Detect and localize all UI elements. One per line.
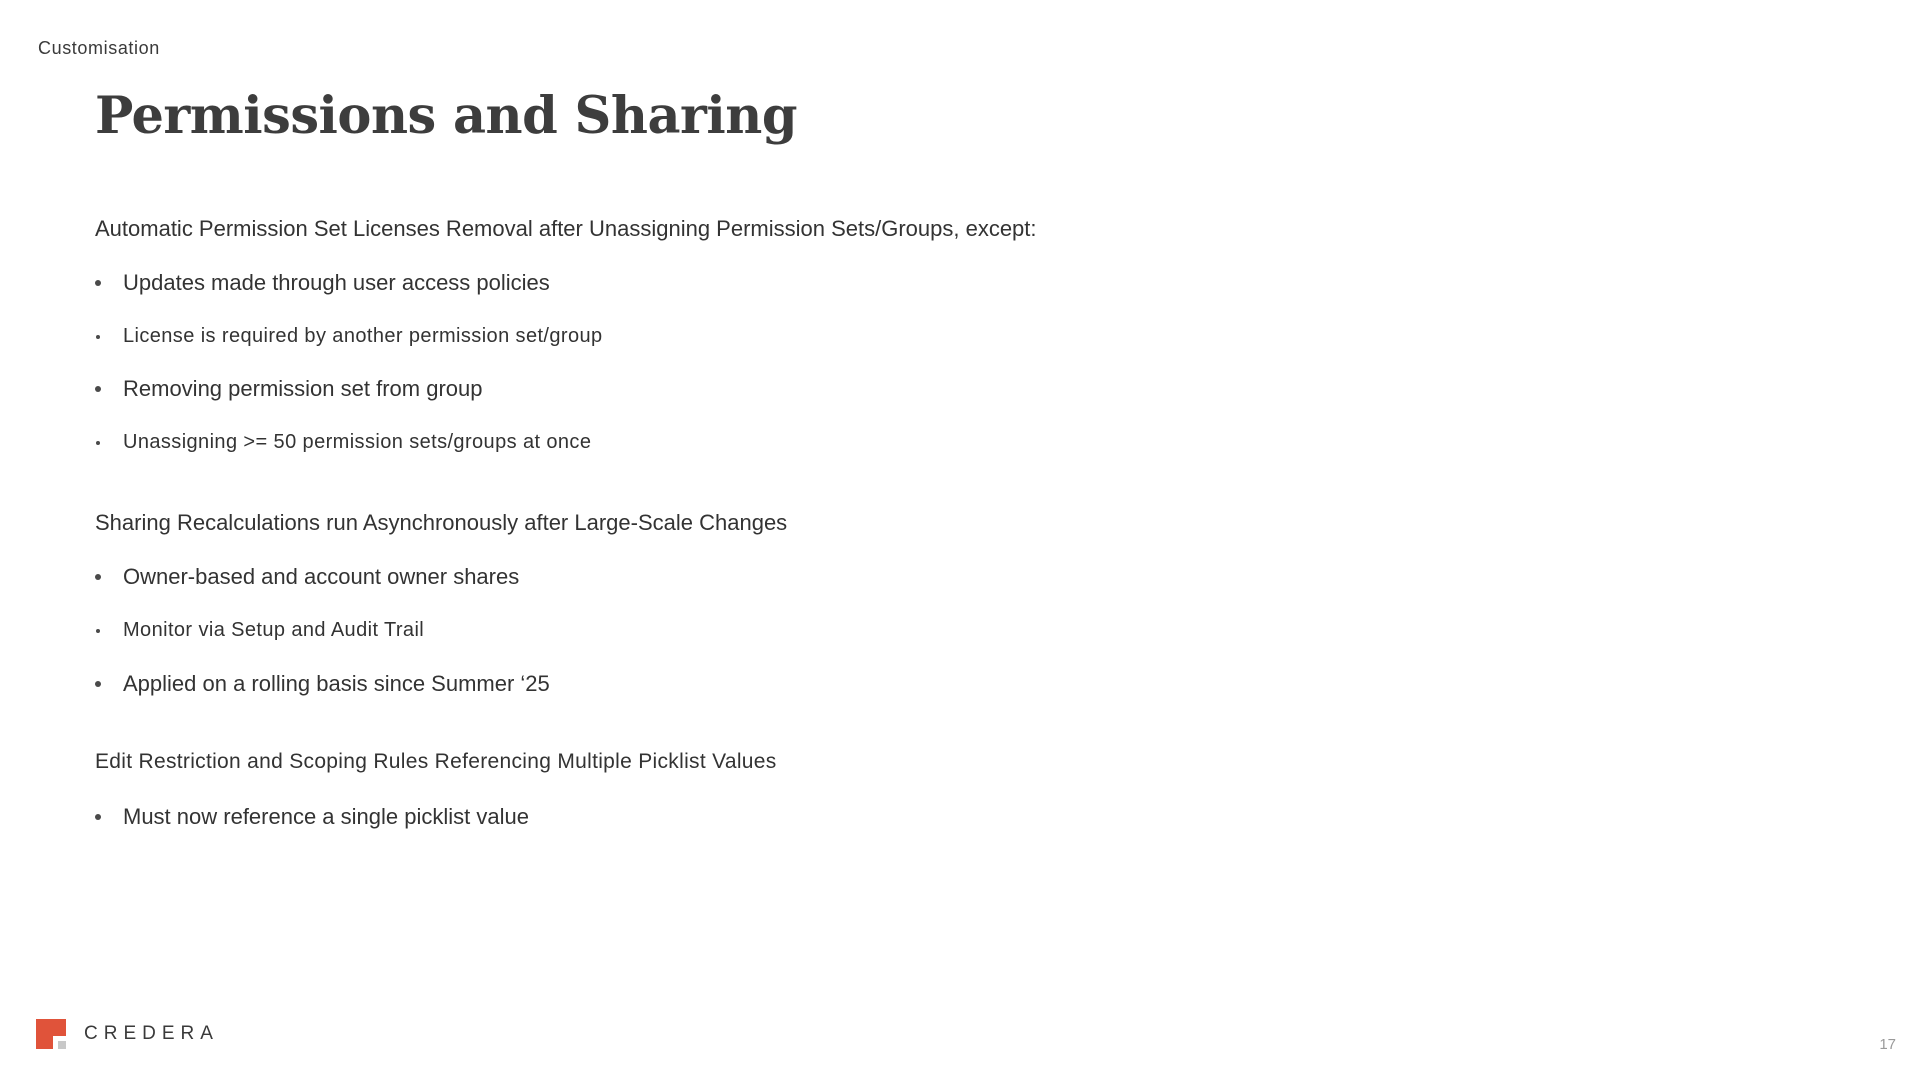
bullet-dot-icon [95,280,101,286]
bullet-text: Unassigning >= 50 permission sets/groups at once [123,431,592,453]
bullet-text: License is required by another permission set/group [123,325,603,347]
bullet-item [95,671,550,697]
section-label: Customisation [38,38,160,58]
section-heading-sharing-recalculations: Sharing Recalculations run Asynchronously after Large-Scale Changes [95,510,788,535]
bullet-dot-icon [96,441,100,445]
bullet-dot-icon [95,681,101,687]
bullet-text: Removing permission set from group [123,376,483,401]
slide-title: Permissions and Sharing [95,86,797,146]
bullet-dot-icon [95,814,101,820]
bullet-text: Owner-based and account owner shares [123,564,520,589]
logo-text: CREDERA [84,1023,219,1044]
bullet-text: Updates made through user access policies [123,270,550,295]
bullet-item [95,270,550,296]
bullet-dot-icon [95,574,101,580]
bullet-dot-icon [96,629,100,633]
company-logo [36,1019,219,1049]
bullet-item [95,619,424,642]
bullet-item [95,804,529,830]
bullet-text: Must now reference a single picklist value [123,804,529,829]
section-heading-edit-restriction: Edit Restriction and Scoping Rules Referencing Multiple Picklist Values [95,750,777,773]
section-heading-license-removal: Automatic Permission Set Licenses Removal after Unassigning Permission Sets/Groups, except: [95,216,1037,241]
page-number: 17 [1879,1036,1896,1053]
bullet-dot-icon [96,335,100,339]
credera-logo-icon [36,1019,66,1049]
bullet-item [95,325,603,348]
bullet-item [95,564,519,590]
bullet-dot-icon [95,386,101,392]
bullet-text: Monitor via Setup and Audit Trail [123,619,425,641]
bullet-item [95,376,482,402]
bullet-text: Applied on a rolling basis since Summer ‘25 [123,671,550,696]
bullet-item [95,431,591,454]
